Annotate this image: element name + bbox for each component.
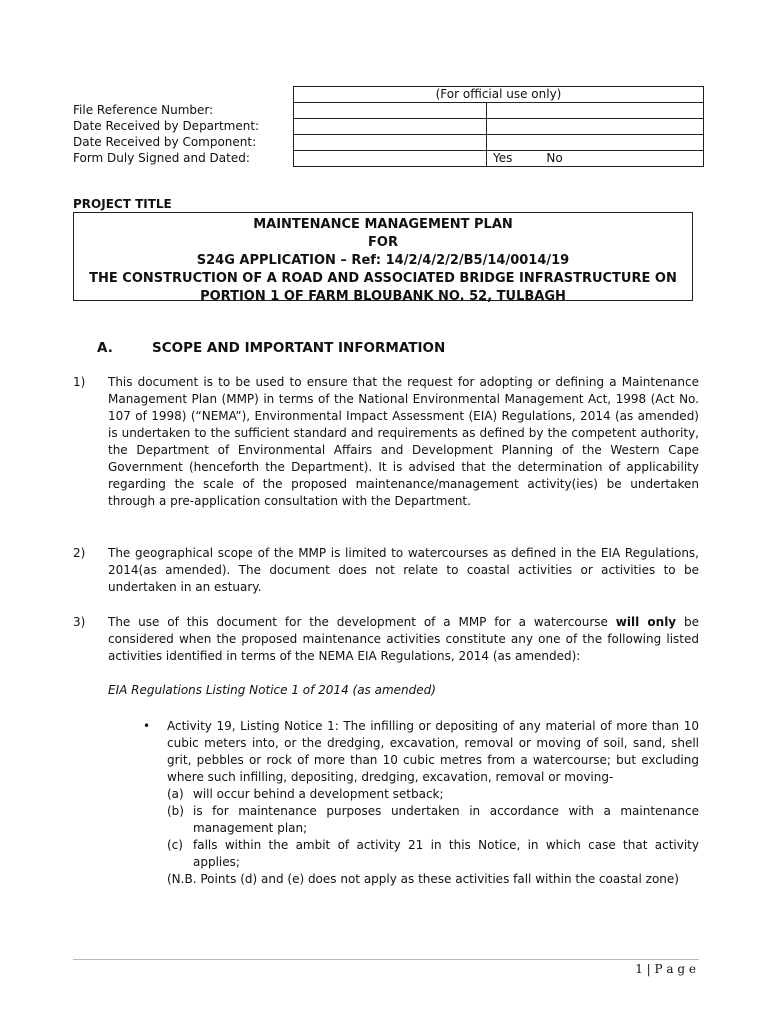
sub-item-text: will occur behind a development setback; — [193, 787, 444, 801]
paragraph-3 — [73, 614, 699, 665]
footer-divider — [73, 959, 699, 960]
date-received-department-label: Date Received by Department: — [73, 119, 260, 133]
listing-notice-title: EIA Regulations Listing Notice 1 of 2014 (as amended) — [108, 683, 436, 697]
date-component-cell[interactable] — [294, 135, 487, 151]
title-line: MAINTENANCE MANAGEMENT PLAN — [253, 217, 513, 232]
file-reference-cell-2[interactable] — [487, 103, 704, 119]
page-number: 1 | P a g e — [635, 962, 696, 976]
date-component-cell-2[interactable] — [487, 135, 704, 151]
signed-cell[interactable] — [294, 151, 487, 167]
paragraph-text — [108, 614, 699, 665]
paragraph-1 — [73, 374, 699, 510]
official-labels — [73, 102, 259, 166]
paragraph-number: 2) — [73, 546, 86, 560]
bullet-icon: • — [143, 719, 151, 733]
paragraph-emphasis: will only — [615, 615, 677, 629]
paragraph-2 — [73, 545, 699, 596]
note: (N.B. Points (d) and (e) does not apply as these activities fall within the coastal zone) — [167, 872, 679, 886]
yes-option[interactable]: Yes — [493, 151, 513, 165]
title-line: S24G APPLICATION – Ref: 14/2/4/2/2/B5/14/0014/19 — [196, 253, 570, 268]
official-use-header: (For official use only) — [294, 87, 704, 103]
section-title: SCOPE AND IMPORTANT INFORMATION — [152, 340, 446, 356]
sub-item-text: is for maintenance purposes undertaken in accordance with a maintenance management plan; — [193, 804, 699, 835]
sub-item-text: falls within the ambit of activity 21 in this Notice, in which case that activity applies; — [193, 838, 699, 869]
file-reference-label: File Reference Number: — [73, 103, 214, 117]
section-letter: A. — [97, 340, 113, 356]
project-title-label: PROJECT TITLE — [73, 197, 172, 211]
title-line: THE CONSTRUCTION OF A ROAD AND ASSOCIATED BRIDGE INFRASTRUCTURE ON — [89, 271, 677, 286]
paragraph-text: The geographical scope of the MMP is limited to watercourses as defined in the EIA Regulations, 2014(as amended). The document does not relate to coastal activities or activities to be undertaken in an estuary. — [108, 546, 699, 594]
paragraph-number: 1) — [73, 375, 86, 389]
yes-no-cell[interactable] — [487, 151, 704, 167]
no-option[interactable]: No — [546, 151, 563, 165]
official-use-table — [293, 86, 704, 167]
sub-item-label: (a) — [167, 787, 184, 801]
project-title-box — [73, 212, 693, 304]
form-signed-label: Form Duly Signed and Dated: — [73, 151, 250, 165]
section-heading — [97, 340, 445, 356]
title-line: PORTION 1 OF FARM BLOUBANK NO. 52, TULBAGH — [200, 289, 566, 304]
bullet-text: Activity 19, Listing Notice 1: The infilling or depositing of any material of more than 10 cubic meters into, or the dredging, excavation, removal or moving of soil, sand, shell grit, pebbles or rock of more than 10 cubic metres from a watercourse; but excluding where such infilling, depositing, dredging, excavation, removal or moving- — [167, 719, 699, 784]
file-reference-cell[interactable] — [294, 103, 487, 119]
sub-item-label: (c) — [167, 838, 183, 852]
activity-bullet — [143, 718, 699, 888]
sub-item-label: (b) — [167, 804, 184, 818]
date-department-cell-2[interactable] — [487, 119, 704, 135]
sub-item-b — [167, 803, 699, 837]
title-line: FOR — [368, 235, 398, 250]
sub-item-c — [167, 837, 699, 871]
date-received-component-label: Date Received by Component: — [73, 135, 257, 149]
paragraph-text-part: The use of this document for the development of a MMP for a watercourse — [108, 615, 616, 629]
date-department-cell[interactable] — [294, 119, 487, 135]
paragraph-number: 3) — [73, 615, 86, 629]
paragraph-text-part: be considered when the proposed maintenance activities constitute any one of the following listed activities identified in terms of the NEMA EIA Regulations, 2014 (as amended): — [108, 615, 699, 663]
sub-item-a — [167, 786, 699, 803]
paragraph-text: This document is to be used to ensure that the request for adopting or defining a Maintenance Management Plan (MMP) in terms of the National Environmental Management Act, 1998 (Act No. 107 of 1998) (“NEMA”), Environmental Impact Assessment (EIA) Regulations, 2014 (as amended) is undertaken to the sufficient standard and requirements as defined by the competent authority, the Department of Environmental Affairs and Development Planning of the Western Cape Government (henceforth the Department). It is advised that the determination of applicability regarding the scale of the proposed maintenance/management activity(ies) be undertaken through a pre-application consultation with the Department. — [108, 375, 699, 508]
